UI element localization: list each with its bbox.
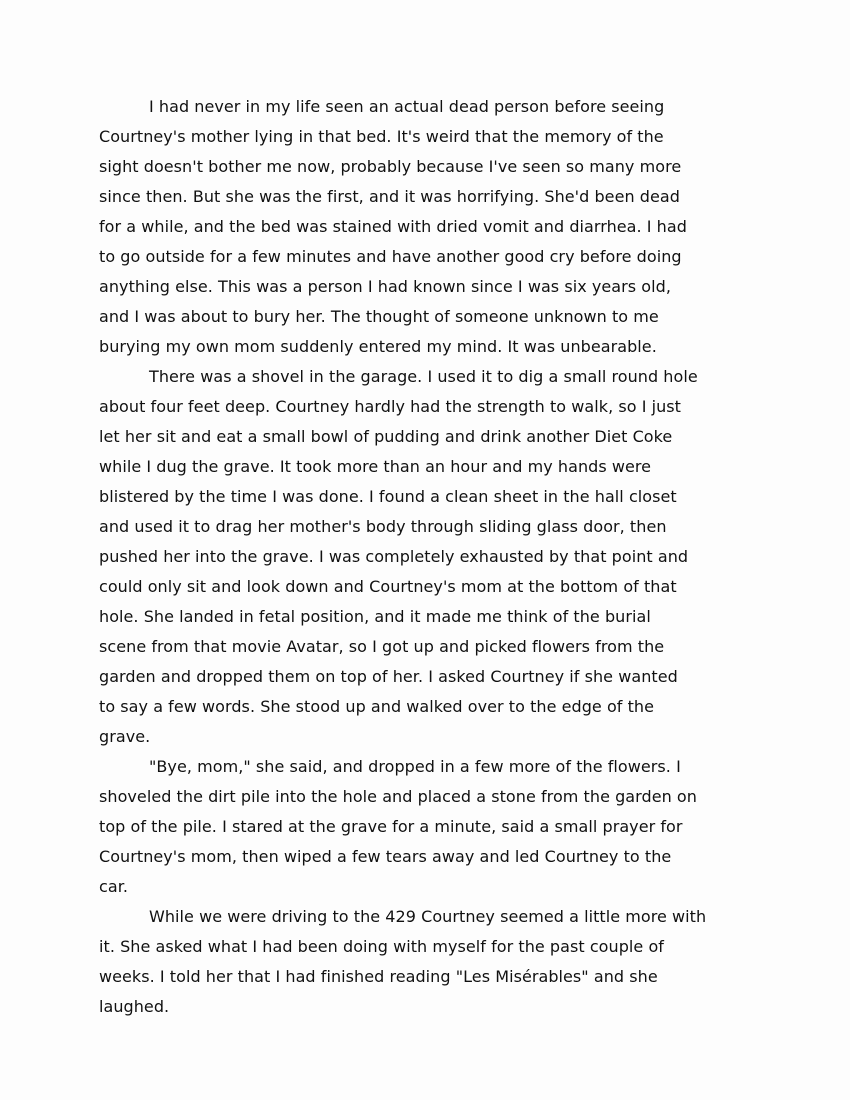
text-line: and used it to drag her mother's body through sliding glass door, then [99,517,667,536]
text-line: shoveled the dirt pile into the hole and placed a stone from the garden on [99,787,697,806]
paragraph-3 [99,752,719,902]
text-line: top of the pile. I stared at the grave for a minute, said a small prayer for [99,817,683,836]
text-line: garden and dropped them on top of her. I asked Courtney if she wanted [99,667,678,686]
text-line: laughed. [99,997,170,1016]
text-line: since then. But she was the first, and it was horrifying. She'd been dead [99,187,680,206]
paragraph-4 [99,902,719,1022]
text-line: blistered by the time I was done. I found a clean sheet in the hall closet [99,487,677,506]
text-line: burying my own mom suddenly entered my mind. It was unbearable. [99,337,657,356]
text-line: to go outside for a few minutes and have another good cry before doing [99,247,682,266]
paragraph-1 [99,92,719,362]
text-line: While we were driving to the 429 Courtney seemed a little more with [149,907,707,926]
text-line: Courtney's mom, then wiped a few tears away and led Courtney to the [99,847,672,866]
text-line: anything else. This was a person I had known since I was six years old, [99,277,671,296]
text-line: to say a few words. She stood up and walked over to the edge of the [99,697,655,716]
text-line: while I dug the grave. It took more than an hour and my hands were [99,457,652,476]
text-line: hole. She landed in fetal position, and it made me think of the burial [99,607,651,626]
text-line: sight doesn't bother me now, probably because I've seen so many more [99,157,682,176]
text-line: could only sit and look down and Courtney's mom at the bottom of that [99,577,677,596]
text-line: grave. [99,727,151,746]
text-line: let her sit and eat a small bowl of pudding and drink another Diet Coke [99,427,673,446]
story-text [99,92,719,1022]
text-line: I had never in my life seen an actual dead person before seeing [149,97,665,116]
text-line: for a while, and the bed was stained with dried vomit and diarrhea. I had [99,217,687,236]
text-line: Courtney's mother lying in that bed. It's weird that the memory of the [99,127,664,146]
text-line: car. [99,877,128,896]
text-line: it. She asked what I had been doing with myself for the past couple of [99,937,664,956]
text-line: scene from that movie Avatar, so I got up and picked flowers from the [99,637,665,656]
text-line: and I was about to bury her. The thought of someone unknown to me [99,307,659,326]
text-line: There was a shovel in the garage. I used it to dig a small round hole [149,367,698,386]
text-line: about four feet deep. Courtney hardly had the strength to walk, so I just [99,397,682,416]
text-line: weeks. I told her that I had finished reading "Les Misérables" and she [99,967,658,986]
text-line: "Bye, mom," she said, and dropped in a few more of the flowers. I [149,757,681,776]
text-line: pushed her into the grave. I was completely exhausted by that point and [99,547,689,566]
paragraph-2 [99,362,719,752]
